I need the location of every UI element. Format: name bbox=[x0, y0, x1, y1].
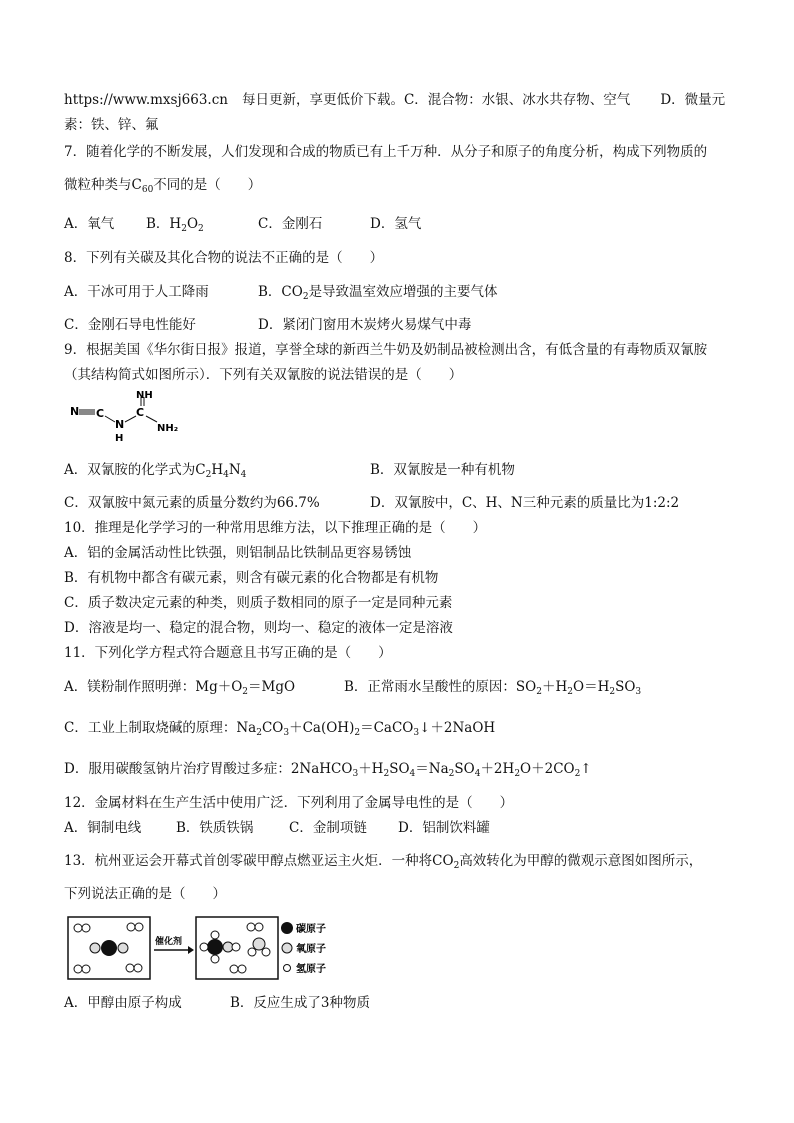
q10-stem: 10．推理是化学学习的一种常用思维方法，以下推理正确的是（ ） bbox=[64, 520, 487, 536]
q7-stem-line2: 微粒种类与$C_{60}$不同的是（ ） bbox=[64, 177, 262, 195]
q8-option-c: C．金刚石导电性能好 bbox=[64, 317, 196, 333]
q9-option-a: A．双氰胺的化学式为$C_2H_4N_4$ bbox=[64, 462, 247, 480]
q13-stem-line2: 下列说法正确的是（ ） bbox=[64, 886, 226, 902]
carbon-legend-icon bbox=[281, 922, 293, 934]
q11-option-b: B．正常雨水呈酸性的原因：$SO_2+H_2O=H_2SO_3$ bbox=[344, 679, 642, 697]
q7-stem-line1: 7．随着化学的不断发展，人们发现和合成的物质已有上千万种．从分子和原子的角度分析，构成下列物质的 bbox=[64, 144, 708, 160]
q7-option-c: C．金刚石 bbox=[258, 216, 323, 232]
q11-stem: 11．下列化学方程式符合题意且书写正确的是（ ） bbox=[64, 645, 392, 661]
q11-option-c: C．工业上制取烧碱的原理：$Na_2CO_3+Ca(OH)_2=CaCO_3↓+2NaOH$ bbox=[64, 720, 496, 738]
struct-n1: N bbox=[70, 405, 80, 418]
q12-option-d: D．铝制饮料罐 bbox=[398, 820, 490, 836]
hydrogen-legend-icon bbox=[284, 965, 291, 972]
source-url: https://www.mxsj663.cn bbox=[64, 92, 228, 108]
oxygen-legend-icon bbox=[282, 943, 292, 953]
struct-nh: NH bbox=[136, 390, 153, 401]
q12-option-c: C．金制项链 bbox=[289, 820, 367, 836]
q7-option-a: A．氧气 bbox=[64, 216, 115, 232]
q8-stem: 8．下列有关碳及其化合物的说法不正确的是（ ） bbox=[64, 250, 384, 266]
q13-option-a: A．甲醇由原子构成 bbox=[64, 995, 182, 1011]
header-slogan: 每日更新，享更低价下载。C．混合物：水银、冰水共存物、空气 bbox=[241, 92, 631, 108]
q8-option-d: D．紧闭门窗用木炭烤火易煤气中毒 bbox=[258, 317, 472, 333]
q10-option-a: A．铝的金属活动性比铁强，则铝制品比铁制品更容易锈蚀 bbox=[64, 545, 412, 561]
q11-option-d: D．服用碳酸氢钠片治疗胃酸过多症：$2NaHCO_3+H_2SO_4=Na_2SO_4+2H_2O+2CO_2↑$ bbox=[64, 761, 592, 779]
legend-oxygen: 氧原子 bbox=[296, 944, 326, 955]
struct-c2: C bbox=[136, 406, 145, 419]
q12-option-b: B．铁质铁锅 bbox=[176, 820, 254, 836]
catalyst-label: 催化剂 bbox=[155, 937, 183, 947]
q13-option-b: B．反应生成了3种物质 bbox=[230, 995, 371, 1011]
header-line bbox=[64, 91, 725, 109]
q10-option-c: C．质子数决定元素的种类，则质子数相同的原子一定是同种元素 bbox=[64, 595, 453, 611]
q11-option-a: A．镁粉制作照明弹：$Mg+O_2=MgO$ bbox=[64, 679, 296, 697]
q10-option-d: D．溶液是均一、稳定的混合物，则均一、稳定的液体一定是溶液 bbox=[64, 620, 453, 636]
q10-option-b: B．有机物中都含有碳元素，则含有碳元素的化合物都是有机物 bbox=[64, 570, 439, 586]
struct-nh2: NH₂ bbox=[157, 423, 179, 434]
q7-option-b: B．$H_2O_2$ bbox=[146, 216, 204, 234]
q7-option-d: D．氢气 bbox=[370, 216, 422, 232]
dicyandiamide-structure bbox=[64, 390, 194, 450]
q13-stem-line1: 13．杭州亚运会开幕式首创零碳甲醇点燃亚运主火炬．一种将$CO_2$高效转化为甲醇的微观示意图如图所示， bbox=[64, 853, 703, 871]
q9-option-c: C．双氰胺中氮元素的质量分数约为66.7% bbox=[64, 495, 320, 511]
q9-stem-line2: （其结构简式如图所示）．下列有关双氰胺的说法错误的是（ ） bbox=[64, 367, 463, 383]
q9-stem-line1: 9．根据美国《华尔街日报》报道，享誉全球的新西兰牛奶及奶制品被检测出含，有低含量的有毒物质双氰胺 bbox=[64, 342, 708, 358]
methanol-reaction-diagram bbox=[66, 914, 366, 982]
header-continuation: 素：铁、锌、氟 bbox=[64, 117, 159, 133]
q12-stem: 12．金属材料在生产生活中使用广泛．下列利用了金属导电性的是（ ） bbox=[64, 795, 514, 811]
q8-option-a: A．干冰可用于人工降雨 bbox=[64, 284, 209, 300]
struct-n2: N bbox=[115, 418, 125, 431]
legend-hydrogen: 氢原子 bbox=[296, 964, 326, 975]
q8-option-b: B．$CO_2$是导致温室效应增强的主要气体 bbox=[258, 284, 498, 302]
header-option-d: D．微量元 bbox=[660, 92, 726, 108]
q9-option-d: D．双氰胺中，C、H、N三种元素的质量比为1:2:2 bbox=[370, 495, 680, 511]
struct-c1: C bbox=[96, 407, 105, 420]
struct-h: H bbox=[115, 433, 124, 444]
legend-carbon: 碳原子 bbox=[296, 924, 326, 935]
q12-option-a: A．铜制电线 bbox=[64, 820, 142, 836]
q9-option-b: B．双氰胺是一种有机物 bbox=[370, 462, 515, 478]
